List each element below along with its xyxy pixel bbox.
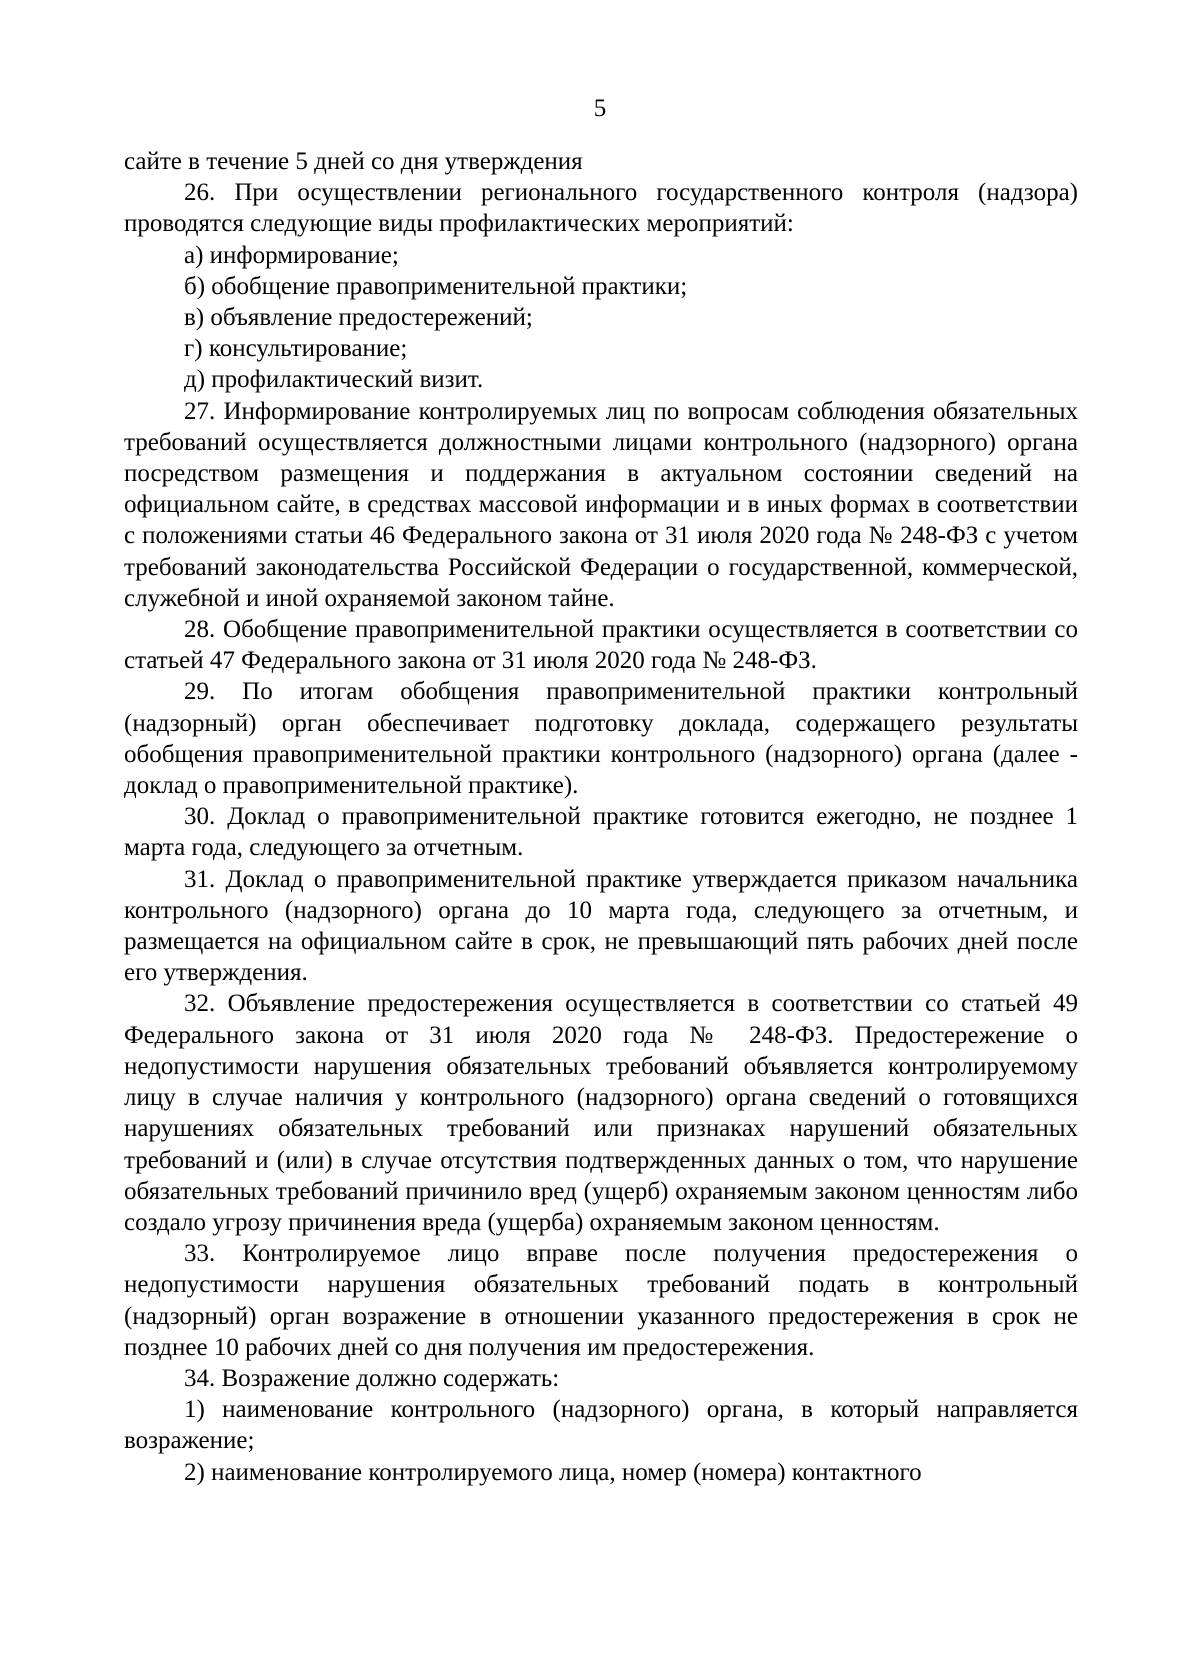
paragraph-31: 31. Доклад о правоприменительной практике утверждается приказом начальника контрольного (надзорного) органа до 10 марта года, следующего за отчетным, и размещается на официальном сайте в срок, не превышающий пять рабочих дней после его утверждения.: [124, 865, 1078, 987]
list-item-a: а) информирование;: [184, 241, 399, 269]
list-item-v: в) объявление предостережений;: [184, 304, 533, 332]
paragraph-32: 32. Объявление предостережения осуществляется в соответствии со статьей 49 Федерального закона от 31 июля 2020 года № 248-ФЗ. Предостережение о недопустимости нарушения обязательных требований объявляется контролируемому лицу в случае наличия у контрольного (надзорного) органа сведений о готовящихся нарушениях обязательных требований или признаках нарушений обязательных требований и (или) в случае отсутствия подтвержденных данных о том, что нарушение обязательных требований причинило вред (ущерб) охраняемым законом ценностям либо создало угрозу причинения вреда (ущерба) охраняемым законом ценностям.: [124, 990, 1078, 1236]
page-number: 5: [593, 95, 607, 122]
paragraph-26: 26. При осуществлении регионального государственного контроля (надзора) проводятся следующие виды профилактических мероприятий:: [124, 179, 1078, 238]
paragraph-continuation: сайте в течение 5 дней со дня утверждения: [124, 148, 583, 175]
document-body: [124, 146, 1078, 1488]
paragraph-33: 33. Контролируемое лицо вправе после получения предостережения о недопустимости нарушения обязательных требований подать в контрольный (надзорный) орган возражение в отношении указанного предостережения в срок не позднее 10 рабочих дней со дня получения им предостережения.: [124, 1240, 1078, 1361]
paragraph-27: 27. Информирование контролируемых лиц по вопросам соблюдения обязательных требований осуществляется должностными лицами контрольного (надзорного) органа посредством размещения и поддержания в актуальном состоянии сведений на официальном сайте, в средствах массовой информации и в иных формах в соответствии с положениями статьи 46 Федерального закона от 31 июля 2020 года № 248-ФЗ с учетом требований законодательства Российской Федерации о государственной, коммерческой, служебной и иной охраняемой законом тайне.: [124, 397, 1078, 612]
list-item-g: г) консультирование;: [184, 335, 408, 363]
list-item-b: б) обобщение правоприменительной практики;: [184, 272, 688, 300]
paragraph-30: 30. Доклад о правоприменительной практике готовится ежегодно, не позднее 1 марта года, следующего за отчетным.: [124, 803, 1078, 862]
paragraph-28: 28. Обобщение правоприменительной практики осуществляется в соответствии со статьей 47 Федерального закона от 31 июля 2020 года № 248-ФЗ.: [124, 616, 1078, 675]
paragraph-29: 29. По итогам обобщения правоприменительной практики контрольный (надзорный) орган обеспечивает подготовку доклада, содержащего результаты обобщения правоприменительной практики контрольного (надзорного) органа (далее - доклад о правоприменительной практике).: [124, 678, 1078, 800]
paragraph-34: 34. Возражение должно содержать:: [184, 1364, 560, 1392]
paragraph-34-item-1: 1) наименование контрольного (надзорного) органа, в который направляется возражение;: [124, 1396, 1078, 1455]
paragraph-34-item-2: 2) наименование контролируемого лица, номер (номера) контактного: [184, 1458, 922, 1486]
list-item-d: д) профилактический визит.: [184, 366, 484, 394]
